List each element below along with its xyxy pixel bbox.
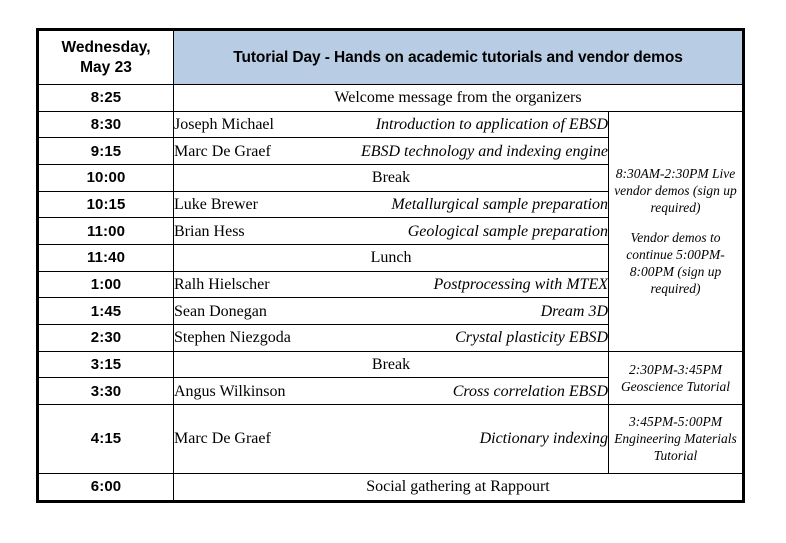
row-session-cell <box>174 138 609 165</box>
row-speaker: Ralh Hielscher <box>174 275 270 293</box>
notes-vendor-demos <box>609 111 744 351</box>
row-session-cell <box>174 378 609 405</box>
row-topic: Dream 3D <box>540 302 608 320</box>
row-break-text: Break <box>174 165 609 192</box>
row-time: 11:00 <box>38 218 174 245</box>
row-speaker: Sean Donegan <box>174 302 267 320</box>
row-time: 4:15 <box>38 405 174 474</box>
table-row <box>38 473 744 501</box>
row-topic: Introduction to application of EBSD <box>375 115 608 133</box>
row-session-cell <box>174 111 609 138</box>
row-time: 10:15 <box>38 191 174 218</box>
row-speaker: Joseph Michael <box>174 115 274 133</box>
table-row <box>38 85 744 112</box>
row-topic: Postprocessing with MTEX <box>433 275 608 293</box>
row-time: 3:30 <box>38 378 174 405</box>
row-speaker: Luke Brewer <box>174 195 258 213</box>
schedule-sheet <box>36 28 742 503</box>
row-time: 8:30 <box>38 111 174 138</box>
row-topic: Metallurgical sample preparation <box>391 195 608 213</box>
row-break-text: Lunch <box>174 245 609 272</box>
row-speaker: Stephen Niezgoda <box>174 329 291 347</box>
schedule-table <box>36 28 745 503</box>
row-session-cell <box>174 271 609 298</box>
row-speaker: Brian Hess <box>174 222 245 240</box>
row-break-text: Break <box>174 351 609 378</box>
row-topic: Crystal plasticity EBSD <box>455 329 608 347</box>
row-topic: Cross correlation EBSD <box>452 382 608 400</box>
row-time: 3:15 <box>38 351 174 378</box>
row-time: 1:45 <box>38 298 174 325</box>
row-session-cell <box>174 191 609 218</box>
notes-engineering-tutorial: 3:45PM-5:00PM Engineering Materials Tutorial <box>609 405 744 474</box>
row-session-cell <box>174 405 609 474</box>
row-time: 6:00 <box>38 473 174 501</box>
schedule-body <box>38 30 744 502</box>
row-full-text: Social gathering at Rappourt <box>174 473 744 501</box>
header-day-line2: May 23 <box>80 58 132 76</box>
notes-geoscience-tutorial: 2:30PM-3:45PM Geoscience Tutorial <box>609 351 744 404</box>
header-day-cell <box>38 30 174 85</box>
table-header-row <box>38 30 744 85</box>
notes-vendor-demos-line2: Vendor demos to continue 5:00PM-8:00PM (sign up required) <box>626 230 725 297</box>
row-speaker: Angus Wilkinson <box>174 382 286 400</box>
row-time: 2:30 <box>38 325 174 352</box>
row-speaker: Marc De Graef <box>174 430 271 448</box>
row-session-cell <box>174 218 609 245</box>
table-row <box>38 405 744 474</box>
row-time: 8:25 <box>38 85 174 112</box>
header-title-cell: Tutorial Day - Hands on academic tutorials and vendor demos <box>174 30 744 85</box>
header-day-line1: Wednesday, <box>61 38 151 56</box>
row-time: 1:00 <box>38 271 174 298</box>
row-topic: EBSD technology and indexing engine <box>360 142 608 160</box>
row-time: 9:15 <box>38 138 174 165</box>
table-row <box>38 111 744 138</box>
row-topic: Geological sample preparation <box>407 222 608 240</box>
row-time: 10:00 <box>38 165 174 192</box>
table-row <box>38 351 744 378</box>
notes-vendor-demos-line1: 8:30AM-2:30PM Live vendor demos (sign up required) <box>614 166 737 216</box>
row-session-cell <box>174 325 609 352</box>
row-full-text: Welcome message from the organizers <box>174 85 744 112</box>
row-session-cell <box>174 298 609 325</box>
row-time: 11:40 <box>38 245 174 272</box>
row-speaker: Marc De Graef <box>174 142 271 160</box>
row-topic: Dictionary indexing <box>479 430 608 448</box>
